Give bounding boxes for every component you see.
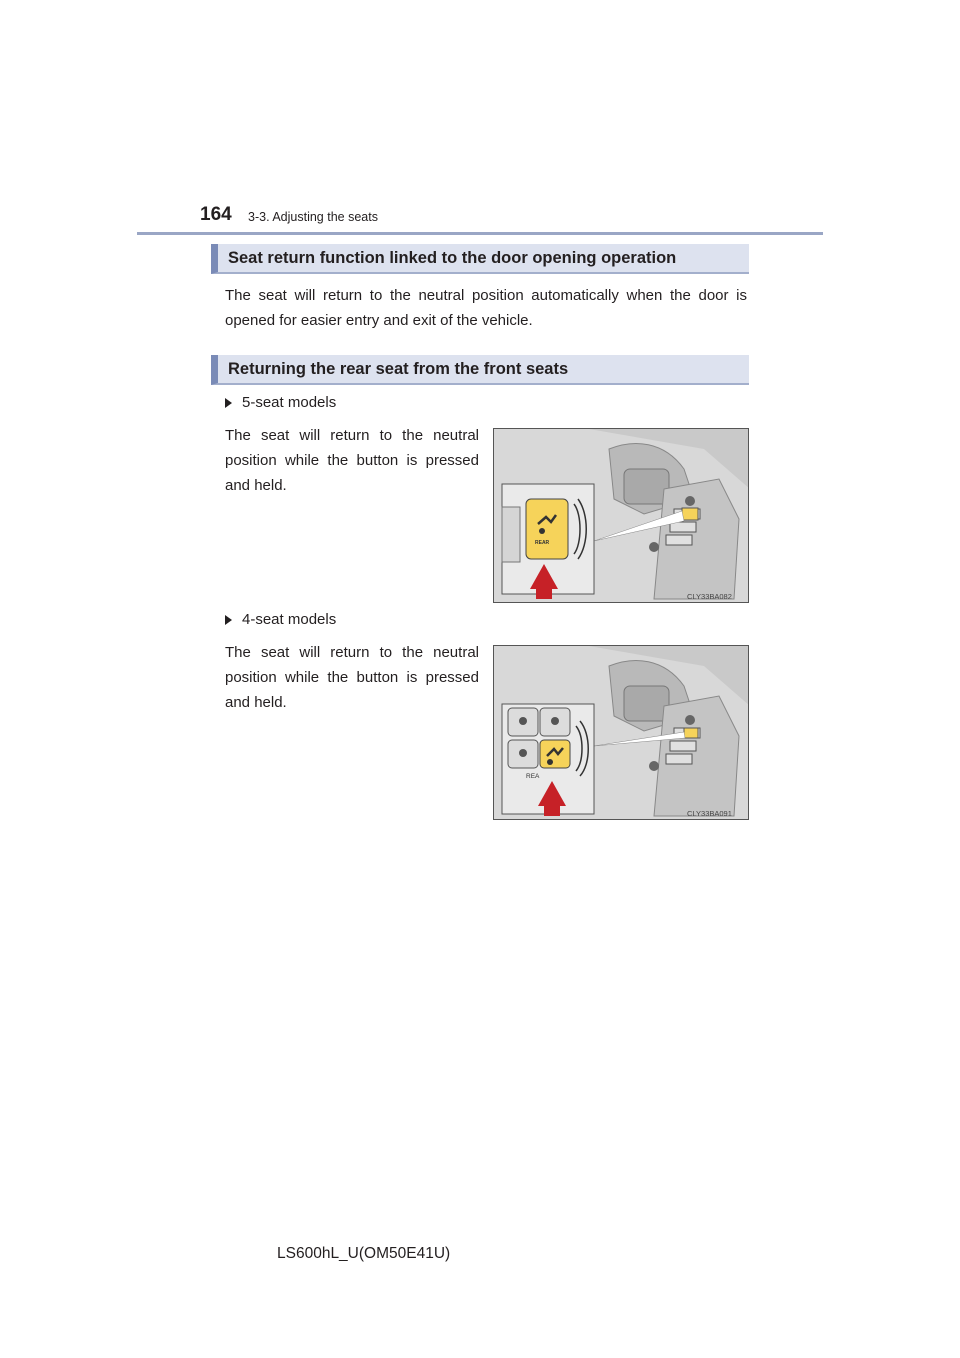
rear-button-label: REAR bbox=[535, 540, 550, 546]
description-5-seat: The seat will return to the neutral position while the button is pressed and held. bbox=[225, 427, 479, 494]
bullet-5-seat bbox=[225, 394, 336, 411]
bullet-4-seat bbox=[225, 611, 336, 628]
page-number: 164 bbox=[200, 204, 232, 225]
bullet-label: 4-seat models bbox=[242, 611, 337, 628]
rear-button-label: REA bbox=[526, 773, 540, 780]
figure-5-seat bbox=[493, 428, 749, 603]
figure-code: CLY33BA091 bbox=[687, 809, 732, 818]
figure-code: CLY33BA082 bbox=[687, 592, 732, 601]
header-rule bbox=[137, 232, 823, 235]
description-4-seat: The seat will return to the neutral position while the button is pressed and held. bbox=[225, 644, 479, 711]
bullet-label: 5-seat models bbox=[242, 394, 337, 411]
heading-rear-seat-return: Returning the rear seat from the front seats bbox=[211, 355, 749, 385]
target-button-highlight bbox=[682, 508, 698, 520]
footer-model-code: LS600hL_U(OM50E41U) bbox=[277, 1245, 451, 1262]
bullet-triangle-icon bbox=[225, 398, 232, 408]
bullet-triangle-icon bbox=[225, 615, 232, 625]
section-label: 3-3. Adjusting the seats bbox=[248, 210, 378, 224]
target-button-highlight bbox=[684, 728, 698, 738]
heading-seat-return: Seat return function linked to the door opening operation bbox=[211, 244, 749, 274]
figure-4-seat bbox=[493, 645, 749, 820]
paragraph-seat-return: The seat will return to the neutral position automatically when the door is opened for easier entry and exit of the vehicle. bbox=[225, 287, 747, 329]
